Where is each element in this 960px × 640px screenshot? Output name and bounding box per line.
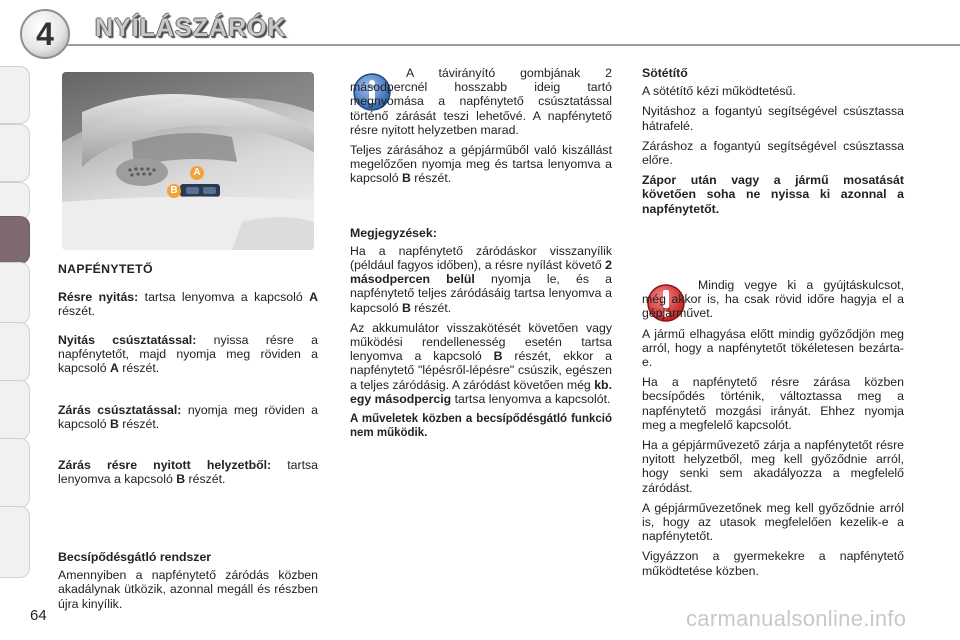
warning-pinch: Ha a napfénytető résre zárása közben becsípődés történik, változtassa meg a napfénytető mozgási irányát. Ehhez nyomja meg a megfelelő kapcsolót. <box>642 375 904 432</box>
warning-passengers: A gépjárművezetőnek meg kell győződnie arról is, hogy az utasok megfelelően kezelik-e a napfénytetőt. <box>642 500 904 544</box>
side-tab-8[interactable] <box>0 438 30 508</box>
chapter-title: NYÍLÁSZÁRÓK <box>95 14 287 42</box>
header-rule <box>62 44 960 46</box>
side-tab-6[interactable] <box>0 322 30 382</box>
watermark: carmanualsonline.info <box>686 606 907 631</box>
side-tab-1[interactable] <box>0 66 30 124</box>
paragraph-slide-open: Nyitás csúsztatással: nyissa résre a napfénytetőt, majd nyomja meg röviden a kapcsoló A részét. <box>58 332 318 376</box>
paragraph-tilt-open: Résre nyitás: tartsa lenyomva a kapcsoló A részét. <box>58 290 319 319</box>
warning-driver: Ha a gépjárművezető zárja a napfénytetőt résre nyitott helyzetből, meg kell győződnie arról, hogy senki sem akadályozza a megfelelő záródást. <box>642 438 904 495</box>
blind-warning-rain: Zápor után vagy a jármű mosatását követően soha ne nyissa ki azonnal a napfénytetőt. <box>642 173 904 216</box>
warning-children: Vigyázzon a gyermekekre a napfénytető működtetése közben. <box>642 549 904 578</box>
info-remote-close: A távirányító gombjának 2 másodpercnél hosszabb ideig tartó megnyomása a napfénytető csúsztatással történő zárását teszi lehetővé. A napfénytető résre nyitott helyzetben marad. <box>350 66 612 137</box>
right-column <box>642 66 904 222</box>
note-reopen: Ha a napfénytető záródáskor visszanyílik (például fagyos időben), a résre nyílást követő 2 másodpercen belül nyomja le, és a napfénytető teljes záródásáig tartsa lenyomva a kapcsoló B részét. <box>350 243 613 315</box>
note-anti-pinch-off: A műveletek közben a becsípődésgátló funkció nem működik. <box>350 413 612 440</box>
paragraph-slide-close: Zárás csúsztatással: nyomja meg röviden a kapcsoló B részét. <box>58 403 318 432</box>
warning-closed: A jármű elhagyása előtt mindig győződjön meg arról, hogy a napfénytetőt tökéletesen bezárta-e. <box>642 326 904 370</box>
anti-pinch-text: Amennyiben a napfénytető záródás közben akadálynak ütközik, azonnal megáll és részben újra kinyílik. <box>58 568 318 611</box>
section-heading-sunroof: NAPFÉNYTETŐ <box>58 262 153 276</box>
blind-manual: A sötétítő kézi működtetésű. <box>642 84 796 99</box>
side-tab-7[interactable] <box>0 380 30 440</box>
page-number: 64 <box>30 607 47 624</box>
side-tab-4-active[interactable] <box>0 216 30 264</box>
paragraph-tilt-close: Zárás résre nyitott helyzetből: tartsa lenyomva a kapcsoló B részét. <box>58 457 319 486</box>
side-tab-9[interactable] <box>0 506 30 578</box>
left-column <box>58 262 318 617</box>
side-tab-5[interactable] <box>0 262 30 324</box>
side-tab-3[interactable] <box>0 182 30 220</box>
blind-heading: Sötétítő <box>642 66 688 80</box>
switch-label-a: A <box>190 166 204 180</box>
switch-label-b: B <box>167 184 181 198</box>
sunroof-switch-photo <box>62 72 314 250</box>
chapter-number-badge: 4 <box>20 9 70 59</box>
middle-column <box>350 66 612 446</box>
info-full-close: Teljes zárásához a gépjárműből való kiszállást megelőzően nyomja meg és tartsa lenyomva a kapcsoló B részét. <box>350 143 612 186</box>
note-battery: Az akkumulátor visszakötését követően vagy működési rendellenesség esetén tartsa lenyomva a kapcsoló B részét, ekkor a napfénytető "lépésről-lépésre" csúszik, egészen a teljes záródásig. A záródást követően még kb. egy másodpercig tartsa lenyomva a kapcsolót. <box>350 320 613 406</box>
notes-heading: Megjegyzések: <box>350 225 437 240</box>
anti-pinch-heading: Becsípődésgátló rendszer <box>58 550 212 565</box>
warning-key: Mindig vegye ki a gyújtáskulcsot, még akkor is, ha csak rövid időre hagyja el a gépjárművet. <box>642 278 904 321</box>
blind-open: Nyitáshoz a fogantyú segítségével csúsztassa hátrafelé. <box>642 104 904 133</box>
side-tab-2[interactable] <box>0 124 30 182</box>
blind-close: Záráshoz a fogantyú segítségével csúsztassa előre. <box>642 138 904 168</box>
warning-column <box>642 278 904 584</box>
